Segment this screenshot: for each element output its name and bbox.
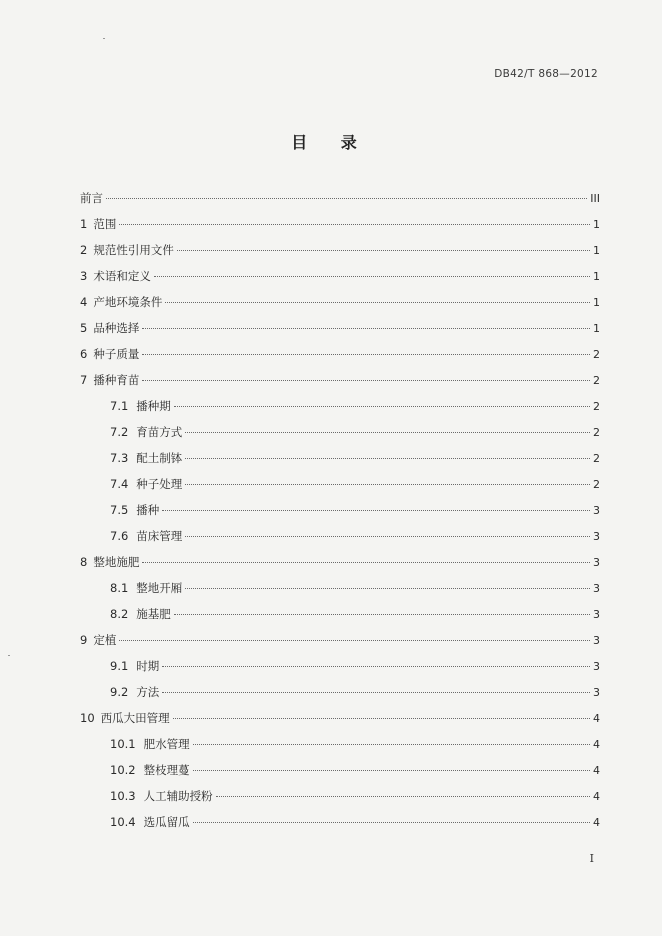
toc-entry-page: 4 [593,764,600,777]
toc-entry-page: 3 [593,556,600,569]
toc-entry-label [110,575,182,601]
toc-entry-label [80,211,116,237]
toc-entry-label [80,627,116,653]
dot-leader [106,197,587,199]
toc-entry-number: 10.1 [110,737,136,751]
toc-entry[interactable] [80,705,600,731]
toc-entry-label [110,497,159,523]
dot-leader [174,613,590,615]
toc-entry-number: 9.2 [110,685,129,699]
dot-leader [165,301,590,303]
toc-entry-label [110,523,182,549]
toc-entry[interactable] [80,497,600,523]
toc-entry-label [110,809,190,835]
toc-entry-page: 4 [593,712,600,725]
toc-entry-text: 选瓜留瓜 [143,815,190,829]
toc-entry-text: 整枝理蔓 [143,763,190,777]
toc-entry-page: 3 [593,504,600,517]
scan-speck [103,38,105,39]
toc-entry-text: 人工辅助授粉 [143,789,213,803]
toc-entry-number: 10.4 [110,815,136,829]
toc-entry-page: 2 [593,348,600,361]
toc-entry-number: 7.2 [110,425,129,439]
toc-entry[interactable] [80,445,600,471]
toc-entry[interactable] [80,341,600,367]
dot-leader [193,821,590,823]
dot-leader [174,405,590,407]
dot-leader [185,431,590,433]
toc-entry-text: 定植 [93,633,117,647]
toc-entry-page: 1 [593,218,600,231]
dot-leader [173,717,590,719]
toc-entry-text: 方法 [136,685,160,699]
dot-leader [177,249,590,251]
dot-leader [185,535,590,537]
toc-entry-text: 整地施肥 [93,555,140,569]
toc-entry-label [80,315,139,341]
toc-entry[interactable] [80,627,600,653]
toc-title: 目 录 [291,133,371,152]
toc-entry-page: 1 [593,270,600,283]
dot-leader [119,223,590,225]
dot-leader [185,587,590,589]
toc-entry-number: 9.1 [110,659,129,673]
toc-entry[interactable] [80,523,600,549]
toc-entry-number: 7 [80,373,88,387]
dot-leader [142,561,590,563]
toc-entry-label [80,263,151,289]
toc-entry-number: 7.4 [110,477,129,491]
toc-entry-number: 7.3 [110,451,129,465]
toc-entry-text: 配土制钵 [136,451,183,465]
toc-entry-label [80,289,162,315]
toc-entry[interactable] [80,809,600,835]
toc-entry-number: 9 [80,633,88,647]
toc-entry[interactable] [80,549,600,575]
toc-entry-page: 4 [593,790,600,803]
toc-entry-text: 种子质量 [93,347,140,361]
toc-entry-page: 3 [593,582,600,595]
toc-entry-label [80,367,139,393]
toc-entry[interactable] [80,653,600,679]
toc-entry-label [110,783,213,809]
dot-leader [142,327,590,329]
dot-leader [162,665,590,667]
page-number: I [589,852,594,865]
toc-entry-number: 10 [80,711,95,725]
toc-entry-number: 7.6 [110,529,129,543]
toc-entry-page: 1 [593,322,600,335]
toc-entry-page: III [590,192,600,205]
toc-entry-page: 3 [593,686,600,699]
toc-entry-number: 8 [80,555,88,569]
toc-entry[interactable] [80,471,600,497]
toc-entry-text: 播种 [136,503,160,517]
toc-entry-text: 前言 [80,191,103,205]
dot-leader [162,691,590,693]
toc-entry-label [110,445,182,471]
toc-entry-text: 西瓜大田管理 [100,711,170,725]
toc-entry-text: 规范性引用文件 [93,243,174,257]
toc-entry-text: 育苗方式 [136,425,183,439]
toc-entry-page: 2 [593,452,600,465]
toc-entry-page: 4 [593,738,600,751]
toc-entry[interactable] [80,315,600,341]
toc-entry-page: 3 [593,634,600,647]
toc-entry-text: 播种育苗 [93,373,140,387]
toc-entry-text: 产地环境条件 [93,295,163,309]
dot-leader [142,353,590,355]
toc-entry-label [110,731,190,757]
toc-entry-text: 施基肥 [136,607,171,621]
toc-entry-label [80,549,139,575]
dot-leader [119,639,590,641]
toc-entry-text: 时期 [136,659,160,673]
toc-entry[interactable] [80,237,600,263]
toc-entry-label [80,237,174,263]
toc-entry-page: 4 [593,816,600,829]
toc-entry-label [110,601,171,627]
toc-entry-page: 2 [593,400,600,413]
dot-leader [193,769,590,771]
toc-entry-number: 4 [80,295,88,309]
toc-entry-label [110,653,159,679]
toc-entry-label [80,341,139,367]
toc-entry-label [110,679,159,705]
toc-entry-number: 2 [80,243,88,257]
dot-leader [216,795,590,797]
toc-entry-number: 8.2 [110,607,129,621]
toc-entry[interactable] [80,679,600,705]
toc-entry[interactable] [80,783,600,809]
toc-entry[interactable] [80,185,600,211]
toc-entry-number: 6 [80,347,88,361]
toc-entry-page: 3 [593,608,600,621]
toc-entry-page: 2 [593,374,600,387]
toc-entry-label [110,393,171,419]
toc-entry-text: 肥水管理 [143,737,190,751]
toc-entry-label [80,185,103,211]
toc-entry-page: 3 [593,660,600,673]
toc-entry-number: 10.3 [110,789,136,803]
dot-leader [193,743,590,745]
toc-entry-page: 3 [593,530,600,543]
dot-leader [142,379,590,381]
toc-entry[interactable] [80,757,600,783]
toc-entry-label [110,471,182,497]
toc-entry-page: 2 [593,478,600,491]
toc-entry-number: 7.5 [110,503,129,517]
toc-entry-text: 范围 [93,217,117,231]
scan-speck [8,655,10,656]
dot-leader [154,275,590,277]
toc-entry-number: 3 [80,269,88,283]
dot-leader [185,457,590,459]
toc-entry-number: 1 [80,217,88,231]
toc-entry-text: 整地开厢 [136,581,183,595]
toc-entry[interactable] [80,731,600,757]
toc-entry[interactable] [80,393,600,419]
toc-entry-number: 8.1 [110,581,129,595]
toc-entry-page: 1 [593,296,600,309]
toc-entry-page: 2 [593,426,600,439]
toc-entry-number: 7.1 [110,399,129,413]
toc-entry-label [110,419,182,445]
dot-leader [185,483,590,485]
document-code: DB42/T 868—2012 [494,68,598,80]
toc-entry[interactable] [80,601,600,627]
toc-entry-page: 1 [593,244,600,257]
table-of-contents [80,185,600,835]
toc-entry[interactable] [80,263,600,289]
toc-entry[interactable] [80,575,600,601]
toc-entry-number: 5 [80,321,88,335]
toc-entry-text: 种子处理 [136,477,183,491]
dot-leader [162,509,590,511]
toc-entry-text: 术语和定义 [93,269,151,283]
toc-entry[interactable] [80,211,600,237]
toc-entry-number: 10.2 [110,763,136,777]
toc-entry-text: 播种期 [136,399,171,413]
toc-entry-text: 苗床管理 [136,529,183,543]
toc-entry[interactable] [80,419,600,445]
toc-entry-text: 品种选择 [93,321,140,335]
toc-entry-label [110,757,190,783]
toc-entry-label [80,705,170,731]
toc-entry[interactable] [80,367,600,393]
toc-entry[interactable] [80,289,600,315]
